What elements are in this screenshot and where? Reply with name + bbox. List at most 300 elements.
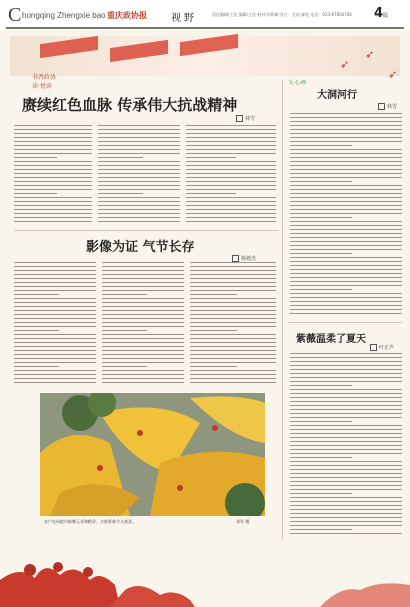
text-line bbox=[14, 302, 96, 303]
text-line bbox=[14, 366, 59, 367]
text-line bbox=[14, 354, 96, 355]
text-line bbox=[14, 382, 96, 383]
text-line bbox=[98, 133, 180, 134]
bird-icon: ➶ bbox=[340, 58, 350, 71]
text-line bbox=[186, 153, 276, 154]
text-line bbox=[102, 370, 184, 371]
text-line bbox=[102, 286, 184, 287]
text-line bbox=[102, 330, 147, 331]
text-line bbox=[290, 181, 352, 182]
text-line bbox=[290, 141, 402, 142]
text-line bbox=[190, 322, 276, 323]
text-line bbox=[290, 153, 402, 154]
text-line bbox=[102, 322, 184, 323]
column-divider bbox=[282, 80, 283, 550]
text-line bbox=[290, 441, 402, 442]
text-line bbox=[14, 217, 92, 218]
text-line bbox=[186, 217, 276, 218]
text-line bbox=[102, 334, 184, 335]
text-line bbox=[14, 153, 92, 154]
text-line bbox=[290, 281, 402, 282]
text-line bbox=[290, 193, 402, 194]
side-article-byline bbox=[378, 103, 397, 110]
page-number-suffix: 版 bbox=[383, 13, 389, 19]
text-line bbox=[190, 314, 276, 315]
text-line bbox=[290, 249, 402, 250]
brand-logo: 重庆政协报 bbox=[107, 11, 147, 20]
text-line bbox=[98, 153, 180, 154]
text-line bbox=[98, 141, 180, 142]
text-line bbox=[14, 209, 92, 210]
text-line bbox=[290, 297, 402, 298]
text-line bbox=[14, 294, 59, 295]
text-line bbox=[290, 177, 402, 178]
text-line bbox=[14, 193, 57, 194]
text-line bbox=[290, 369, 402, 370]
text-line bbox=[290, 125, 402, 126]
text-line bbox=[290, 213, 402, 214]
text-line bbox=[290, 429, 402, 430]
text-line bbox=[190, 274, 276, 275]
text-line bbox=[190, 330, 237, 331]
text-line bbox=[102, 306, 184, 307]
text-line bbox=[14, 145, 92, 146]
text-line bbox=[290, 269, 402, 270]
text-line bbox=[102, 366, 147, 367]
text-line bbox=[290, 517, 402, 518]
text-line bbox=[290, 217, 352, 218]
text-line bbox=[290, 253, 352, 254]
text-line bbox=[14, 282, 96, 283]
page-number-value: 4 bbox=[374, 6, 384, 21]
text-line bbox=[98, 145, 180, 146]
text-line bbox=[14, 370, 96, 371]
text-line bbox=[290, 117, 402, 118]
text-line bbox=[290, 241, 402, 242]
text-line bbox=[290, 425, 402, 426]
text-line bbox=[14, 362, 96, 363]
text-line bbox=[102, 346, 184, 347]
text-line bbox=[190, 310, 276, 311]
text-line bbox=[290, 365, 402, 366]
text-line bbox=[14, 378, 96, 379]
text-line bbox=[186, 221, 276, 222]
text-line bbox=[102, 262, 184, 263]
text-line bbox=[290, 121, 402, 122]
text-line bbox=[102, 270, 184, 271]
text-line bbox=[290, 233, 402, 234]
text-line bbox=[14, 342, 96, 343]
middle-article-text bbox=[190, 262, 276, 387]
text-line bbox=[14, 161, 92, 162]
text-line bbox=[190, 298, 276, 299]
text-line bbox=[14, 322, 96, 323]
text-line bbox=[102, 338, 184, 339]
text-line bbox=[14, 133, 92, 134]
text-line bbox=[190, 382, 276, 383]
text-line bbox=[290, 261, 402, 262]
text-line bbox=[290, 257, 402, 258]
photo-caption: 农户在场院内晾晒玉米和稻谷，丰收景象令人欣喜。 bbox=[44, 519, 136, 524]
text-line bbox=[290, 161, 402, 162]
text-line bbox=[190, 362, 276, 363]
text-line bbox=[290, 529, 352, 530]
bird-icon: ➶ bbox=[365, 48, 375, 61]
text-line bbox=[290, 413, 402, 414]
text-line bbox=[190, 262, 276, 263]
text-line bbox=[290, 149, 402, 150]
text-line bbox=[186, 205, 276, 206]
text-line bbox=[290, 229, 402, 230]
text-line bbox=[290, 449, 402, 450]
masthead bbox=[0, 0, 410, 30]
bird-icon: ➶ bbox=[388, 68, 398, 81]
text-line bbox=[102, 354, 184, 355]
text-line bbox=[14, 326, 96, 327]
text-line bbox=[190, 266, 276, 267]
text-line bbox=[290, 405, 402, 406]
text-line bbox=[14, 266, 96, 267]
text-line bbox=[190, 286, 276, 287]
text-line bbox=[186, 201, 276, 202]
text-line bbox=[290, 129, 402, 130]
text-line bbox=[14, 346, 96, 347]
footer-silhouette-art bbox=[0, 540, 410, 607]
text-line bbox=[290, 497, 402, 498]
text-line bbox=[290, 265, 402, 266]
text-line bbox=[290, 145, 352, 146]
text-line bbox=[186, 165, 276, 166]
feature-subkicker: 读·悦读 bbox=[32, 83, 52, 90]
text-line bbox=[186, 161, 276, 162]
side-article2-headline: 紫薇温柔了夏天 bbox=[296, 334, 366, 345]
text-line bbox=[190, 278, 276, 279]
text-line bbox=[290, 445, 402, 446]
text-line bbox=[290, 169, 402, 170]
text-line bbox=[98, 181, 180, 182]
text-line bbox=[186, 149, 276, 150]
text-line bbox=[190, 346, 276, 347]
text-line bbox=[290, 461, 402, 462]
text-line bbox=[102, 362, 184, 363]
text-line bbox=[290, 165, 402, 166]
text-line bbox=[290, 157, 402, 158]
text-line bbox=[14, 201, 92, 202]
text-line bbox=[190, 282, 276, 283]
text-line bbox=[190, 350, 276, 351]
text-line bbox=[190, 354, 276, 355]
text-line bbox=[14, 286, 96, 287]
text-line bbox=[186, 157, 236, 158]
text-line bbox=[290, 197, 402, 198]
text-line bbox=[290, 173, 402, 174]
text-line bbox=[14, 197, 92, 198]
feature-text-column bbox=[98, 125, 180, 225]
text-line bbox=[190, 366, 237, 367]
section-divider bbox=[14, 230, 278, 231]
text-line bbox=[290, 533, 402, 534]
text-line bbox=[290, 481, 402, 482]
feature-headline: 赓续红色血脉 传承伟大抗战精神 bbox=[22, 96, 238, 114]
text-line bbox=[14, 125, 92, 126]
text-line bbox=[190, 358, 276, 359]
text-line bbox=[186, 181, 276, 182]
text-line bbox=[14, 177, 92, 178]
text-line bbox=[98, 213, 180, 214]
text-line bbox=[190, 326, 276, 327]
text-line bbox=[290, 305, 402, 306]
text-line bbox=[190, 342, 276, 343]
text-line bbox=[14, 318, 96, 319]
text-line bbox=[98, 137, 180, 138]
text-line bbox=[290, 189, 402, 190]
text-line bbox=[190, 294, 237, 295]
text-line bbox=[290, 273, 402, 274]
text-line bbox=[14, 129, 92, 130]
text-line bbox=[290, 377, 402, 378]
text-line bbox=[186, 169, 276, 170]
text-line bbox=[290, 437, 402, 438]
text-line bbox=[14, 330, 59, 331]
text-line bbox=[290, 185, 402, 186]
brand-initial: C bbox=[8, 4, 22, 26]
text-line bbox=[190, 374, 276, 375]
text-line bbox=[290, 521, 402, 522]
text-line bbox=[14, 306, 96, 307]
text-line bbox=[290, 453, 402, 454]
text-line bbox=[102, 302, 184, 303]
text-line bbox=[98, 205, 180, 206]
text-line bbox=[186, 185, 276, 186]
side-article-text bbox=[290, 113, 402, 318]
text-line bbox=[290, 525, 402, 526]
text-line bbox=[14, 358, 96, 359]
text-line bbox=[14, 181, 92, 182]
text-line bbox=[102, 374, 184, 375]
middle-article-text bbox=[14, 262, 96, 387]
text-line bbox=[102, 310, 184, 311]
text-line bbox=[14, 298, 96, 299]
text-line bbox=[98, 177, 180, 178]
text-line bbox=[190, 370, 276, 371]
feature-text-column bbox=[14, 125, 92, 225]
photo-credit: 刘军 摄 bbox=[236, 519, 250, 524]
text-line bbox=[290, 381, 402, 382]
text-line bbox=[102, 326, 184, 327]
text-line bbox=[190, 302, 276, 303]
text-line bbox=[186, 133, 276, 134]
text-line bbox=[102, 298, 184, 299]
text-line bbox=[290, 285, 402, 286]
edition-meta: 责任编辑/王佳 编辑/王佳 校对/刘雨桐 发行：全国 邮发 电话：023-67850700 bbox=[212, 12, 352, 17]
text-line bbox=[290, 225, 402, 226]
text-line bbox=[14, 274, 96, 275]
text-line bbox=[290, 357, 402, 358]
text-line bbox=[290, 301, 402, 302]
text-line bbox=[290, 133, 402, 134]
text-line bbox=[290, 237, 402, 238]
text-line bbox=[102, 318, 184, 319]
text-line bbox=[190, 306, 276, 307]
text-line bbox=[290, 137, 402, 138]
text-line bbox=[186, 213, 276, 214]
feature-kicker: 书香政协 bbox=[32, 74, 57, 81]
text-line bbox=[290, 221, 402, 222]
text-line bbox=[14, 310, 96, 311]
text-line bbox=[290, 313, 402, 314]
text-line bbox=[14, 270, 96, 271]
byline-box-icon bbox=[370, 344, 377, 351]
text-line bbox=[290, 309, 402, 310]
text-line bbox=[98, 129, 180, 130]
text-line bbox=[102, 282, 184, 283]
text-line bbox=[14, 137, 92, 138]
text-line bbox=[98, 197, 180, 198]
text-line bbox=[290, 205, 402, 206]
text-line bbox=[186, 141, 276, 142]
text-line bbox=[290, 201, 402, 202]
text-line bbox=[98, 221, 180, 222]
text-line bbox=[290, 489, 402, 490]
text-line bbox=[102, 294, 147, 295]
text-line bbox=[290, 473, 402, 474]
text-line bbox=[14, 262, 96, 263]
section-title: 视野 bbox=[171, 13, 197, 24]
text-line bbox=[290, 113, 402, 114]
feature-byline bbox=[236, 115, 255, 122]
text-line bbox=[14, 350, 96, 351]
feature-text-column bbox=[186, 125, 276, 225]
text-line bbox=[290, 385, 352, 386]
text-line bbox=[290, 493, 352, 494]
text-line bbox=[290, 457, 352, 458]
text-line bbox=[190, 338, 276, 339]
text-line bbox=[102, 278, 184, 279]
text-line bbox=[98, 189, 180, 190]
byline-box-icon bbox=[236, 115, 243, 122]
text-line bbox=[14, 157, 57, 158]
text-line bbox=[102, 314, 184, 315]
text-line bbox=[290, 421, 352, 422]
text-line bbox=[290, 485, 402, 486]
text-line bbox=[186, 173, 276, 174]
text-line bbox=[14, 189, 92, 190]
middle-article-byline bbox=[232, 255, 256, 262]
text-line bbox=[14, 221, 92, 222]
brand-name: hongqing Zhengxie bao bbox=[22, 11, 106, 20]
side-article2-text bbox=[290, 353, 402, 538]
text-line bbox=[290, 401, 402, 402]
text-line bbox=[14, 338, 96, 339]
middle-article-text bbox=[102, 262, 184, 387]
text-line bbox=[186, 137, 276, 138]
side-article-headline: 大洞河行 bbox=[317, 90, 357, 101]
text-line bbox=[190, 270, 276, 271]
text-line bbox=[290, 477, 402, 478]
text-line bbox=[98, 125, 180, 126]
text-line bbox=[290, 409, 402, 410]
text-line bbox=[14, 314, 96, 315]
text-line bbox=[186, 193, 236, 194]
text-line bbox=[290, 505, 402, 506]
text-line bbox=[98, 209, 180, 210]
text-line bbox=[186, 209, 276, 210]
text-line bbox=[98, 169, 180, 170]
text-line bbox=[102, 342, 184, 343]
text-line bbox=[14, 165, 92, 166]
section-divider bbox=[288, 322, 402, 323]
text-line bbox=[14, 169, 92, 170]
text-line bbox=[102, 290, 184, 291]
text-line bbox=[290, 397, 402, 398]
text-line bbox=[290, 469, 402, 470]
text-line bbox=[290, 361, 402, 362]
text-line bbox=[102, 378, 184, 379]
text-line bbox=[14, 149, 92, 150]
text-line bbox=[290, 353, 402, 354]
text-line bbox=[290, 465, 402, 466]
text-line bbox=[98, 201, 180, 202]
text-line bbox=[102, 266, 184, 267]
text-line bbox=[98, 173, 180, 174]
text-line bbox=[102, 274, 184, 275]
text-line bbox=[290, 209, 402, 210]
text-line bbox=[14, 141, 92, 142]
text-line bbox=[98, 161, 180, 162]
text-line bbox=[14, 185, 92, 186]
masthead-rule bbox=[6, 27, 404, 29]
text-line bbox=[190, 318, 276, 319]
feature-author: 林雪 bbox=[245, 116, 256, 122]
side-article-tag: 文·心·画 bbox=[288, 80, 307, 86]
text-line bbox=[290, 513, 402, 514]
text-line bbox=[14, 334, 96, 335]
text-line bbox=[290, 393, 402, 394]
text-line bbox=[290, 433, 402, 434]
text-line bbox=[98, 217, 180, 218]
text-line bbox=[14, 290, 96, 291]
side-article2-author: 叶正声 bbox=[379, 345, 395, 351]
side-article-author: 林雪 bbox=[387, 104, 398, 110]
text-line bbox=[190, 334, 276, 335]
text-line bbox=[290, 509, 402, 510]
harvest-photo-image bbox=[40, 393, 265, 516]
byline-box-icon bbox=[232, 255, 239, 262]
text-line bbox=[290, 501, 402, 502]
text-line bbox=[98, 185, 180, 186]
text-line bbox=[14, 278, 96, 279]
text-line bbox=[290, 373, 402, 374]
text-line bbox=[290, 389, 402, 390]
text-line bbox=[290, 277, 402, 278]
text-line bbox=[290, 245, 402, 246]
text-line bbox=[98, 193, 143, 194]
text-line bbox=[186, 125, 276, 126]
text-line bbox=[186, 177, 276, 178]
text-line bbox=[186, 189, 276, 190]
page-number bbox=[374, 6, 388, 21]
text-line bbox=[186, 129, 276, 130]
text-line bbox=[290, 293, 402, 294]
text-line bbox=[190, 378, 276, 379]
middle-article-author: 杨德杰 bbox=[241, 256, 257, 262]
text-line bbox=[186, 145, 276, 146]
text-line bbox=[102, 358, 184, 359]
middle-article-headline: 影像为证 气节长存 bbox=[86, 240, 195, 255]
text-line bbox=[14, 173, 92, 174]
text-line bbox=[14, 374, 96, 375]
text-line bbox=[186, 197, 276, 198]
